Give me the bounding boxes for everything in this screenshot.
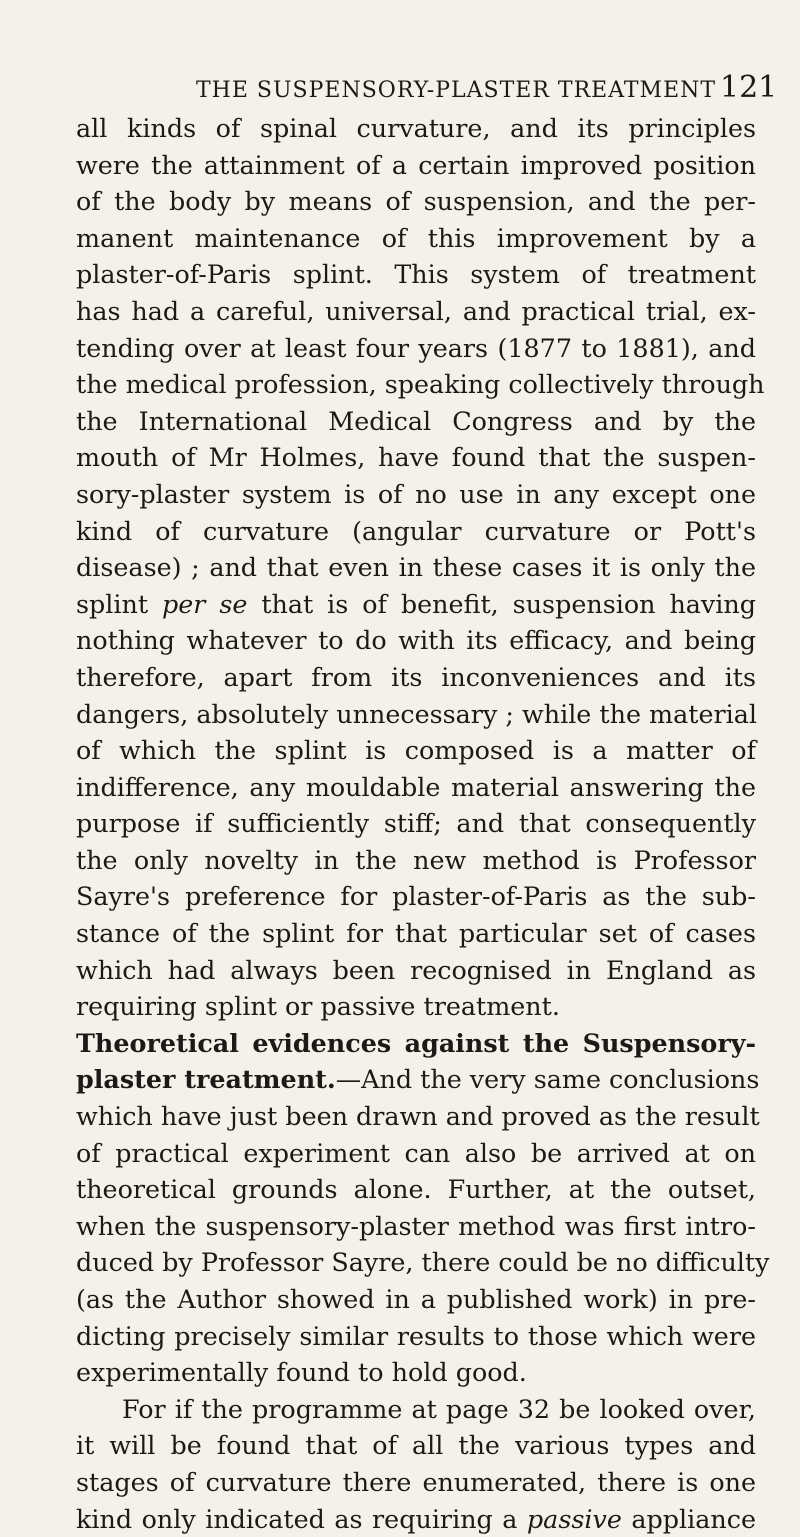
text-line: dicting precisely similar results to those which were [76, 1320, 756, 1351]
text-line: splint per se that is of benefit, suspension having [76, 588, 756, 619]
text-line: plaster-of-Paris splint. This system of treatment [76, 259, 756, 290]
text-line: were the attainment of a certain improved position [76, 149, 756, 180]
text-line: duced by Professor Sayre, there could be no difficulty [76, 1247, 770, 1278]
text-line: of practical experiment can also be arrived at on [76, 1137, 756, 1168]
text-line: manent maintenance of this improvement by a [76, 222, 756, 253]
text-line: disease) ; and that even in these cases it is only the [76, 552, 756, 583]
text-line: has had a careful, universal, and practical trial, ex- [76, 295, 756, 326]
text-line: of which the splint is composed is a matter of [76, 735, 756, 766]
section-heading: Theoretical evidences against the Suspensory- [76, 1027, 756, 1058]
text-line: the medical profession, speaking collectively through [76, 369, 765, 400]
text-line: sory-plaster system is of no use in any except one [76, 478, 756, 509]
text-line: of the body by means of suspension, and the per- [76, 186, 756, 217]
page-number: 121 [720, 70, 778, 105]
text-line: (as the Author showed in a published work) in pre- [76, 1284, 756, 1314]
text-line: it will be found that of all the various types and [76, 1430, 756, 1461]
body-text [76, 110, 770, 1537]
text-line: which have just been drawn and proved as the result [76, 1101, 760, 1132]
text-line: dangers, absolutely unnecessary ; while the material [76, 698, 758, 729]
text-line: tending over at least four years (1877 to 1881), and [76, 332, 756, 363]
text-line: the International Medical Congress and by the [76, 405, 756, 436]
text-line: the only novelty in the new method is Professor [76, 844, 756, 875]
running-title: THE SUSPENSORY-PLASTER TREATMENT [196, 78, 717, 103]
italic-phrase: per se [162, 588, 248, 619]
text-line: plaster treatment.—And the very same conclusions [76, 1064, 760, 1095]
text-line: which had always been recognised in England as [76, 954, 756, 985]
text-line: kind only indicated as requiring a passive appliance [76, 1503, 756, 1534]
text-line: requiring splint or passive treatment. [76, 991, 560, 1022]
text-line: mouth of Mr Holmes, have found that the suspen- [76, 442, 756, 473]
text-line: purpose if sufficiently stiff; and that consequently [76, 808, 756, 839]
text-line: when the suspensory-plaster method was first intro- [76, 1210, 756, 1241]
text-line: all kinds of spinal curvature, and its principles [76, 113, 756, 143]
text-line: Sayre's preference for plaster-of-Paris as the sub- [76, 881, 756, 912]
text-line: therefore, apart from its inconveniences and its [76, 661, 756, 692]
text-line: experimentally found to hold good. [76, 1357, 527, 1388]
text-line: nothing whatever to do with its efficacy, and being [76, 625, 756, 656]
italic-word: passive [526, 1503, 622, 1534]
section-heading-end: plaster treatment. [76, 1064, 336, 1095]
text-line: stages of curvature there enumerated, there is one [76, 1466, 756, 1497]
text-line: kind of curvature (angular curvature or Pott's [76, 515, 756, 546]
text-line: For if the programme at page 32 be looked over, [122, 1393, 756, 1424]
text-line: stance of the splint for that particular set of cases [76, 918, 756, 949]
text-line: theoretical grounds alone. Further, at the outset, [76, 1174, 756, 1205]
text-line: indifference, any mouldable material answering the [76, 771, 756, 802]
